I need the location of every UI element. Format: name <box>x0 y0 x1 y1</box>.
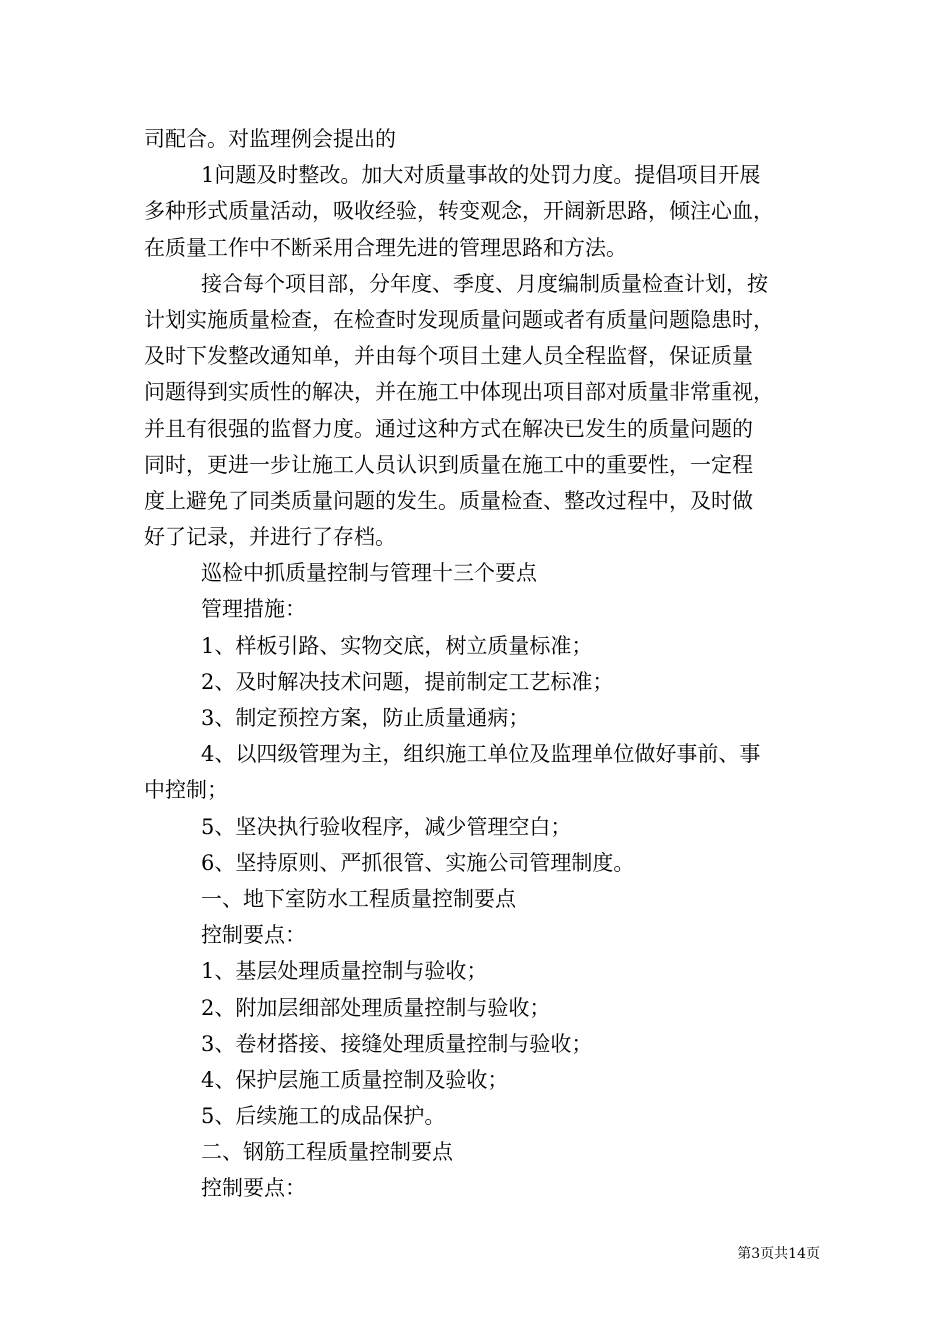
text-line: 4、以四级管理为主，组织施工单位及监理单位做好事前、事 <box>201 742 761 767</box>
text-line: 5、坚决执行验收程序，减少管理空白； <box>201 814 572 839</box>
text-line: 接合每个项目部，分年度、季度、月度编制质量检查计划，按 <box>201 271 768 296</box>
text-line: 1、样板引路、实物交底，树立质量标准； <box>201 633 593 658</box>
text-line: 度上避免了同类质量问题的发生。质量检查、整改过程中，及时做 <box>144 488 753 513</box>
text-line: 4、保护层施工质量控制及验收； <box>201 1067 509 1092</box>
text-line: 二、钢筋工程质量控制要点 <box>201 1140 453 1165</box>
text-line: 3、制定预控方案，防止质量通病； <box>201 706 530 730</box>
text-line: 好了记录，并进行了存档。 <box>144 525 396 550</box>
text-line: 中控制； <box>144 778 228 803</box>
text-line: 问题得到实质性的解决，并在施工中体现出项目部对质量非常重视， <box>144 380 774 405</box>
text-line: 并且有很强的监督力度。通过这种方式在解决已发生的质量问题的 <box>144 416 753 441</box>
text-line: 同时，更进一步让施工人员认识到质量在施工中的重要性，一定程 <box>144 452 753 477</box>
text-line: 3、卷材搭接、接缝处理质量控制与验收； <box>201 1031 593 1056</box>
text-line: 1问题及时整改。加大对质量事故的处罚力度。提倡项目开展 <box>201 163 761 188</box>
text-line: 在质量工作中不断采用合理先进的管理思路和方法。 <box>144 235 627 260</box>
text-line: 巡检中抓质量控制与管理十三个要点 <box>201 561 537 586</box>
text-line: 多种形式质量活动，吸收经验，转变观念，开阔新思路，倾注心血， <box>144 199 774 224</box>
text-line: 及时下发整改通知单，并由每个项目土建人员全程监督，保证质量 <box>144 344 753 369</box>
text-line: 1、基层处理质量控制与验收； <box>201 959 488 984</box>
text-line: 司配合。对监理例会提出的 <box>144 127 396 151</box>
text-line: 6、坚持原则、严抓很管、实施公司管理制度。 <box>201 850 635 875</box>
text-line: 控制要点： <box>201 1176 306 1201</box>
text-line: 2、附加层细部处理质量控制与验收； <box>201 995 551 1020</box>
text-line: 计划实施质量检查，在检查时发现质量问题或者有质量问题隐患时， <box>144 307 774 332</box>
text-line: 控制要点： <box>201 923 306 948</box>
page-number-footer: 第3页共14页 <box>737 1246 820 1262</box>
document-body <box>144 121 820 1207</box>
text-line: 管理措施： <box>201 597 306 622</box>
text-line: 5、后续施工的成品保护。 <box>201 1104 446 1129</box>
text-line: 一、地下室防水工程质量控制要点 <box>201 886 516 911</box>
text-line: 2、及时解决技术问题，提前制定工艺标准； <box>201 669 614 694</box>
